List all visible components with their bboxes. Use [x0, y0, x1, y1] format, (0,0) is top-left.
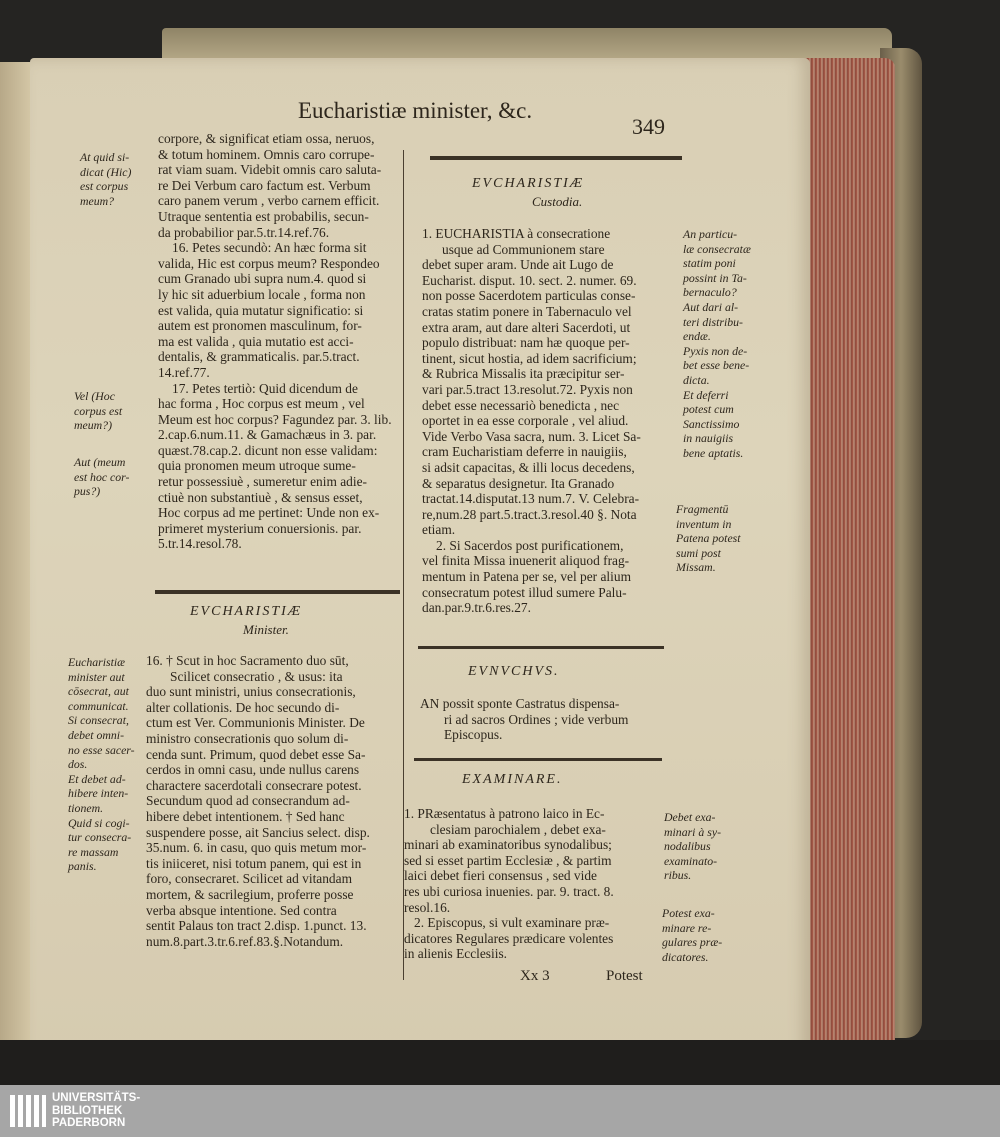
margin-line: cōsecrat, aut	[68, 684, 129, 699]
text-line: 16. Petes secundò: An hæc forma sit	[172, 240, 367, 256]
text-line: sed si esset partim Ecclesiæ , & partim	[404, 852, 612, 868]
text-line: tractat.14.disputat.13 num.7. V. Celebra-	[422, 491, 640, 507]
text-line: da probabilior par.5.tr.14.ref.76.	[158, 224, 330, 240]
margin-line: ribus.	[664, 868, 692, 883]
text-line: est valida, quia mutatur significatio: si	[158, 302, 364, 318]
margin-line: endæ.	[683, 329, 711, 344]
margin-line: bet esse bene-	[683, 358, 750, 373]
text-line: dicatores Regulares prædicare volentes	[404, 930, 614, 946]
text-line: quæst.78.cap.2. dicunt non esse validam:	[158, 442, 378, 458]
margin-line: minari à sy-	[664, 824, 722, 839]
text-line: 2.cap.6.num.11. & Gamachæus in 3. par.	[158, 427, 377, 443]
text-line: & separatus designetur. Ita Granado	[422, 475, 615, 491]
text-line: quia pronomen meum utroque sume-	[158, 458, 356, 474]
text-line: ma est valida , quia mutatio est acci-	[158, 333, 354, 349]
text-line: caro panem verum , verbo carnem efficit.	[158, 193, 380, 209]
margin-line: est corpus	[80, 179, 129, 194]
margin-line: in nauigiis	[683, 431, 734, 446]
margin-line: At quid si-	[80, 150, 130, 164]
margin-line: Quid si cogi-	[68, 815, 130, 830]
text-line: in alienis Ecclesiis.	[404, 946, 508, 962]
text-line: dentalis, & grammaticalis. par.5.tract.	[158, 349, 360, 365]
text-line: sentit Palaus ton tract 2.disp. 1.punct. 13.	[146, 918, 367, 934]
margin-line: dos.	[68, 757, 88, 772]
margin-line: minare re-	[662, 920, 712, 935]
text-line: populo distribuat: nam hæ quoque per-	[422, 335, 630, 351]
text-line: rat viam suam. Videbit omnis caro saluta-	[158, 162, 382, 178]
text-line: suspendere posse, ait Sancius select. disp.	[146, 824, 370, 840]
text-line: corpore, & significat etiam ossa, neruos,	[158, 131, 375, 146]
library-line: BIBLIOTHEK	[52, 1104, 123, 1117]
margin-line: Potest exa-	[662, 906, 715, 920]
text-line: res ubi curiosa inuenies. par. 9. tract. 8.	[404, 883, 614, 899]
right-column-eunuchus	[420, 696, 628, 743]
text-line: tinent, sicut hostia, ad idem sacrificium;	[422, 350, 637, 366]
section-title-custodia: EVCHARISTIÆ	[472, 176, 585, 191]
text-line: Hoc corpus ad me pertinet: Unde non ex-	[158, 505, 380, 521]
text-line: & Rubrica Missalis ita præcipitur ser-	[422, 366, 625, 382]
text-line: ministro consecrationis quo solum di-	[146, 730, 349, 746]
text-line: 5.tr.14.resol.78.	[158, 536, 242, 552]
text-line: primeret mysterium conuersionis. par.	[158, 520, 362, 536]
margin-line: potest cum	[683, 402, 734, 417]
margin-line: Et debet ad-	[68, 771, 126, 786]
margin-line: possint in Ta-	[683, 270, 747, 285]
library-name	[52, 1092, 140, 1130]
margin-note-left	[80, 150, 131, 208]
margin-note-left	[74, 389, 122, 433]
text-line: Episcopus.	[444, 727, 503, 743]
margin-line: debet omni-	[68, 727, 125, 742]
margin-line: nodalibus	[664, 839, 711, 854]
text-line: alter collationis. De hoc secundo di-	[146, 699, 340, 715]
margin-line: panis.	[68, 859, 97, 874]
margin-line: no esse sacer-	[68, 742, 135, 757]
text-line: & totum hominem. Omnis caro corrupe-	[158, 146, 375, 162]
text-line: cenda sunt. Primum, quod debet esse Sa-	[146, 746, 366, 762]
margin-line: Vel (Hoc	[74, 389, 115, 403]
text-line: 2. Episcopus, si vult examinare præ-	[414, 915, 610, 931]
left-column-top	[158, 131, 392, 552]
margin-line: Patena potest	[676, 531, 741, 546]
text-line: 17. Petes tertiò: Quid dicendum de	[172, 380, 358, 396]
text-line: vel finita Missa inuenerit aliquod frag-	[422, 553, 630, 569]
text-line: hac forma , Hoc corpus est meum , vel	[158, 396, 365, 412]
text-line: hibere debet intentionem. † Sed hanc	[146, 808, 345, 824]
text-line: 14.ref.77.	[158, 364, 210, 380]
margin-note-right	[664, 810, 721, 883]
text-line: num.8.part.3.tr.6.ref.83.§.Notandum.	[146, 933, 344, 949]
text-line: non posse Sacerdotem particulas conse-	[422, 288, 636, 304]
facing-page-edge	[0, 62, 31, 1042]
text-line: duo sunt ministri, unius consecrationis,	[146, 684, 356, 700]
text-line: ctum est Ver. Communionis Minister. De	[146, 715, 365, 731]
library-footer	[0, 1085, 1000, 1137]
text-line: cum Granado ubi supra num.4. quod si	[158, 271, 367, 287]
margin-line: inventum in	[676, 516, 732, 531]
margin-line: dicat (Hic)	[80, 164, 132, 179]
text-line: ri ad sacros Ordines ; vide verbum	[444, 711, 629, 727]
section-rule	[418, 646, 664, 649]
text-line: mentum in Patena per se, vel per alium	[422, 569, 631, 585]
text-line: clesiam parochialem , debet exa-	[430, 821, 606, 837]
text-line: Secundum quod ad consecrandum ad-	[146, 793, 350, 809]
margin-line: Si consecrat,	[68, 713, 129, 728]
signature-mark: Xx 3	[520, 968, 550, 984]
text-line: dan.par.9.tr.6.res.27.	[422, 600, 531, 616]
text-line: si adsit capacitas, & illi locus decedens,	[422, 459, 635, 475]
margin-note-right	[683, 227, 751, 461]
text-line: foro, consecraret. Scilicet ad vitandam	[146, 871, 352, 887]
text-line: ly hic sit aduerbium locale , forma non	[158, 286, 366, 302]
text-line: vari par.5.tract 13.resolut.72. Pyxis non	[422, 381, 633, 397]
text-line: Utraque sententia est probabilis, secun-	[158, 208, 369, 224]
section-rule	[430, 156, 682, 160]
margin-line: communicat.	[68, 698, 129, 713]
margin-line: corpus est	[74, 403, 123, 418]
text-line: 2. Si Sacerdos post purificationem,	[436, 537, 624, 553]
text-line: resol.16.	[404, 899, 451, 915]
text-line: cerdos in omni casu, unde nullus carens	[146, 762, 360, 778]
margin-line: dicatores.	[662, 949, 709, 964]
margin-line: sumi post	[676, 545, 721, 560]
text-line: minari ab examinatoribus synodalibus;	[404, 837, 612, 853]
text-line: retur possessiuè , sumeretur enim adie-	[158, 474, 367, 490]
text-line: Meum est hoc corpus? Fagundez par. 3. lib.	[158, 411, 392, 427]
text-line: consecratum potest illud sumere Palu-	[422, 584, 627, 600]
text-line: Scilicet consecratio , & usus: ita	[170, 668, 343, 684]
text-line: re Dei Verbum caro factum est. Verbum	[158, 177, 371, 193]
text-line: ctiuè non substantiuè , & sensus esset,	[158, 489, 363, 505]
margin-line: Et deferri	[683, 387, 729, 402]
right-column-custodia	[422, 226, 641, 616]
text-line: debet esse necessariò benedicta , nec	[422, 397, 620, 413]
margin-line: Aut (meum	[74, 455, 126, 469]
text-line: 35.num. 6. in casu, quo quis metum mor-	[146, 840, 367, 856]
margin-line: statim poni	[683, 256, 736, 271]
text-line: cram Eucharistiam deferre in nauigiis,	[422, 444, 627, 460]
margin-note-left	[68, 655, 135, 874]
text-line: 16. † Scut in hoc Sacramento duo sūt,	[146, 653, 349, 668]
margin-line: hibere inten-	[68, 786, 129, 801]
margin-line: gulares præ-	[662, 935, 723, 950]
library-line: UNIVERSITÄTS-	[52, 1092, 141, 1104]
scan-background	[0, 1040, 1000, 1085]
text-line: debet super aram. Unde ait Lugo de	[422, 257, 614, 273]
text-line: etiam.	[422, 522, 456, 538]
margin-line: læ consecratæ	[683, 241, 751, 256]
margin-line: Fragmentū	[676, 502, 729, 516]
text-line: Eucharist. disput. 10. sect. 2. numer. 69.	[422, 272, 637, 288]
margin-line: pus?)	[74, 484, 101, 499]
text-line: tis iniiceret, nisi totum panem, qui est in	[146, 855, 362, 871]
section-subtitle-custodia: Custodia.	[532, 194, 583, 209]
margin-note-right	[662, 906, 722, 964]
margin-line: Eucharistiæ	[68, 655, 126, 669]
library-line: PADERBORN	[52, 1117, 126, 1129]
margin-line: examinato-	[664, 853, 718, 868]
margin-note-right	[676, 502, 741, 575]
margin-line: est hoc cor-	[74, 469, 130, 484]
text-line: AN possit sponte Castratus dispensa-	[420, 696, 620, 711]
margin-line: Debet exa-	[664, 810, 716, 824]
text-line: extra aram, aut dare alteri Sacerdoti, ut	[422, 319, 631, 335]
text-line: 1. EUCHARISTIA à consecratione	[422, 226, 611, 241]
text-line: charactere sacerdotali consecrare potest.	[146, 777, 362, 793]
section-rule	[155, 590, 400, 594]
text-line: re,num.28 part.5.tract.3.resol.40 §. Nota	[422, 506, 637, 522]
margin-line: An particu-	[683, 227, 738, 241]
text-line: valida, Hic est corpus meum? Respondeo	[158, 255, 380, 271]
catchword: Potest	[606, 968, 643, 984]
margin-line: Sanctissimo	[683, 416, 740, 431]
left-column-bottom	[146, 653, 370, 949]
text-line: verba absque intentione. Sed contra	[146, 902, 337, 918]
margin-line: tur consecra-	[68, 830, 132, 845]
page-number: 349	[632, 114, 665, 139]
section-title-examinare: EXAMINARE.	[462, 772, 563, 787]
page-edges	[795, 58, 895, 1058]
running-head: Eucharistiæ minister, &c.	[298, 98, 533, 123]
margin-line: Missam.	[676, 560, 716, 575]
section-subtitle-minister: Minister.	[243, 622, 289, 637]
margin-line: bernaculo?	[683, 285, 737, 300]
text-line: 1. PRæsentatus à patrono laico in Ec-	[404, 806, 605, 821]
margin-line: meum?	[80, 193, 115, 208]
section-title-eunuchus: EVNVCHVS.	[468, 664, 560, 679]
text-line: Vide Verbo Vasa sacra, num. 3. Licet Sa-	[422, 428, 641, 444]
margin-line: dicta.	[683, 372, 710, 387]
text-line: autem est pronomen masculinum, for-	[158, 318, 362, 334]
margin-line: meum?)	[74, 418, 113, 433]
section-rule	[414, 758, 662, 761]
margin-line: tionem.	[68, 800, 104, 815]
library-logo-icon	[8, 1091, 48, 1131]
margin-line: Pyxis non de-	[683, 343, 748, 358]
text-line: laici debet fieri consensus , sed vide	[404, 868, 597, 884]
margin-note-left	[74, 455, 129, 499]
margin-line: Aut dari al-	[683, 299, 739, 314]
margin-line: teri distribu-	[683, 314, 743, 329]
book-top-edge	[162, 28, 892, 62]
text-line: cratas statim ponere in Tabernaculo vel	[422, 303, 632, 319]
section-title-minister: EVCHARISTIÆ	[190, 604, 303, 619]
margin-line: bene aptatis.	[683, 445, 744, 460]
text-line: oportet in ea esse corporale , vel aliud.	[422, 413, 629, 429]
text-line: usque ad Communionem stare	[442, 241, 605, 257]
margin-line: minister aut	[68, 669, 125, 684]
text-line: mortem, & sacrilegium, proferre posse	[146, 886, 354, 902]
right-column-examinare	[404, 806, 614, 962]
margin-line: re massam	[68, 844, 119, 859]
